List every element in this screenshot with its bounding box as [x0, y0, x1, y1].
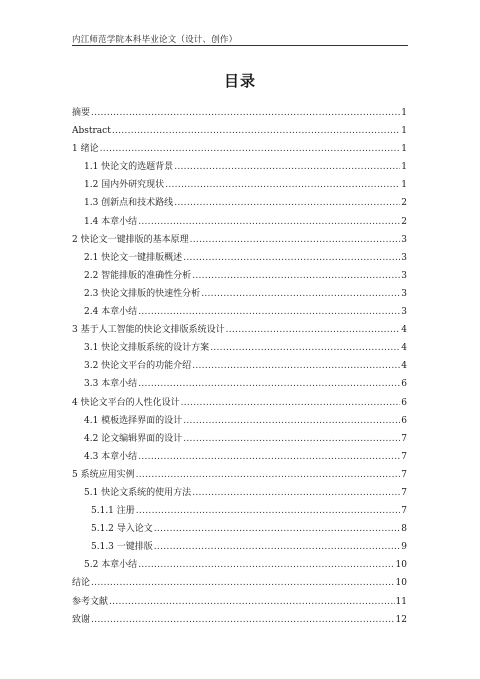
- dot-leader: [181, 396, 400, 410]
- toc-entry-label: 3.1 快论文排版系统的设计方案: [84, 343, 210, 354]
- toc-entry-page-number: 6: [401, 379, 407, 390]
- toc-entry[interactable]: [72, 450, 407, 468]
- dot-leader: [138, 377, 400, 391]
- toc-entry-page-number: 7: [401, 506, 407, 517]
- toc-title: 目录: [223, 72, 256, 90]
- toc-entry-label: 1.3 创新点和技术路线: [84, 198, 174, 209]
- toc-entry-label: 5.2 本章小结: [84, 560, 138, 571]
- toc-entry-page-number: 9: [401, 542, 407, 553]
- toc-entry-label: 4.1 模板选择界面的设计: [84, 415, 183, 426]
- dot-leader: [138, 558, 394, 572]
- dot-leader: [138, 305, 400, 319]
- toc-entry-page-number: 7: [401, 433, 407, 444]
- toc-entry[interactable]: [72, 106, 407, 124]
- dot-leader: [192, 269, 400, 283]
- toc-entry-label: 5.1.3 一键排版: [91, 542, 153, 553]
- toc-entry-page-number: 1: [401, 162, 407, 173]
- dot-leader: [136, 468, 400, 482]
- toc-entry[interactable]: [72, 160, 407, 178]
- toc-entry-label: 1 绪论: [72, 144, 99, 155]
- dot-leader: [183, 414, 400, 428]
- toc-entry-page-number: 3: [401, 307, 407, 318]
- toc-entry[interactable]: [72, 196, 407, 214]
- dot-leader: [112, 124, 400, 138]
- dot-leader: [210, 341, 400, 355]
- toc-entry-page-number: 1: [401, 108, 407, 118]
- toc-entry-label: 5 系统应用实例: [72, 469, 135, 480]
- toc-entry-page-number: 4: [401, 343, 407, 354]
- toc-entry[interactable]: [72, 486, 407, 504]
- toc-entry[interactable]: [72, 323, 407, 341]
- toc-entry-page-number: 6: [401, 397, 407, 408]
- toc-entry[interactable]: [72, 233, 407, 251]
- toc-entry-page-number: 8: [401, 524, 407, 535]
- dot-leader: [154, 522, 400, 536]
- toc-entry[interactable]: [72, 613, 407, 631]
- dot-leader: [190, 233, 400, 247]
- toc-entry-label: 致谢: [72, 614, 91, 625]
- toc-entry[interactable]: [72, 287, 407, 305]
- toc-entry-page-number: 1: [401, 144, 407, 155]
- header-rule: [72, 45, 408, 46]
- toc-entry-page-number: 7: [401, 469, 407, 480]
- dot-leader: [165, 178, 400, 192]
- toc-entry-page-number: 4: [401, 325, 407, 336]
- dot-leader: [136, 504, 400, 518]
- toc-entry[interactable]: [72, 142, 407, 160]
- toc-entry[interactable]: [72, 305, 407, 323]
- toc-entry[interactable]: [72, 124, 407, 142]
- toc-entry-label: 4 快论文平台的人性化设计: [72, 397, 180, 408]
- toc-entry-label: Abstract: [72, 126, 111, 137]
- toc-entry-page-number: 6: [401, 415, 407, 426]
- toc-entry[interactable]: [72, 558, 407, 576]
- toc-entry[interactable]: [72, 269, 407, 287]
- dot-leader: [91, 576, 395, 590]
- dot-leader: [192, 486, 400, 500]
- toc-entry-page-number: 2: [401, 198, 407, 209]
- dot-leader: [183, 432, 400, 446]
- toc-entry[interactable]: [72, 432, 407, 450]
- toc-entry-label: 2.3 快论文排版的快速性分析: [84, 288, 201, 299]
- toc-entry[interactable]: [72, 540, 407, 558]
- toc-entry-page-number: 3: [401, 270, 407, 281]
- toc-entry-page-number: 3: [401, 288, 407, 299]
- toc-entry-page-number: 3: [401, 252, 407, 263]
- toc-entry[interactable]: [72, 522, 407, 540]
- dot-leader: [138, 450, 400, 464]
- toc-entry[interactable]: [72, 468, 407, 486]
- dot-leader: [192, 359, 400, 373]
- toc-entry-label: 2.4 本章小结: [84, 307, 138, 318]
- toc-entry-label: 3 基于人工智能的快论文排版系统设计: [72, 325, 225, 336]
- toc-entry-label: 结论: [72, 578, 91, 589]
- toc-entry-label: 2 快论文一键排版的基本原理: [72, 234, 189, 245]
- toc-entry-label: 1.2 国内外研究现状: [84, 180, 165, 191]
- running-header: 内江师范学院本科毕业论文（设计、创作）: [72, 35, 238, 45]
- toc-entry-page-number: 4: [401, 361, 407, 372]
- toc-entry-page-number: 10: [395, 560, 407, 571]
- toc-entry[interactable]: [72, 396, 407, 414]
- toc-entry-page-number: 7: [401, 451, 407, 462]
- toc-entry-label: 4.2 论文编辑界面的设计: [84, 433, 183, 444]
- dot-leader: [91, 613, 395, 627]
- toc-entry[interactable]: [72, 595, 407, 613]
- toc-entry-label: 2.2 智能排版的准确性分析: [84, 270, 192, 281]
- toc-entry-page-number: 2: [401, 216, 407, 227]
- dot-leader: [174, 196, 400, 210]
- dot-leader: [174, 160, 400, 174]
- toc-entry-page-number: 7: [401, 487, 407, 498]
- toc-entry-label: 3.3 本章小结: [84, 379, 138, 390]
- toc-entry-page-number: 12: [395, 614, 407, 625]
- toc-entry[interactable]: [72, 414, 407, 432]
- toc-entry-label: 摘要: [72, 108, 91, 118]
- toc-entry-page-number: 3: [401, 234, 407, 245]
- toc-entry-label: 1.1 快论文的选题背景: [84, 162, 174, 173]
- toc-entry[interactable]: [72, 178, 407, 196]
- table-of-contents: [72, 106, 407, 631]
- toc-entry[interactable]: [72, 251, 407, 269]
- toc-entry[interactable]: [72, 359, 407, 377]
- toc-entry-page-number: 1: [401, 180, 407, 191]
- toc-entry-label: 4.3 本章小结: [84, 451, 138, 462]
- toc-entry[interactable]: [72, 576, 407, 594]
- dot-leader: [138, 215, 400, 229]
- toc-entry-label: 5.1.1 注册: [91, 506, 135, 517]
- toc-entry-label: 3.2 快论文平台的功能介绍: [84, 361, 192, 372]
- toc-entry[interactable]: [72, 377, 407, 395]
- dot-leader: [183, 251, 400, 265]
- toc-entry-page-number: 10: [395, 578, 407, 589]
- toc-entry-label: 5.1.2 导入论文: [91, 524, 153, 535]
- toc-entry-label: 5.1 快论文系统的使用方法: [84, 487, 192, 498]
- dot-leader: [109, 595, 395, 609]
- dot-leader: [100, 142, 400, 156]
- toc-entry-page-number: 1: [401, 126, 407, 137]
- toc-entry-label: 2.1 快论文一键排版概述: [84, 252, 183, 263]
- toc-entry-page-number: 11: [395, 596, 407, 607]
- toc-entry[interactable]: [72, 504, 407, 522]
- toc-entry-label: 参考文献: [72, 596, 109, 607]
- toc-entry[interactable]: [72, 341, 407, 359]
- dot-leader: [91, 106, 400, 120]
- dot-leader: [201, 287, 400, 301]
- toc-entry-label: 1.4 本章小结: [84, 216, 138, 227]
- dot-leader: [226, 323, 400, 337]
- toc-entry[interactable]: [72, 215, 407, 233]
- dot-leader: [154, 540, 400, 554]
